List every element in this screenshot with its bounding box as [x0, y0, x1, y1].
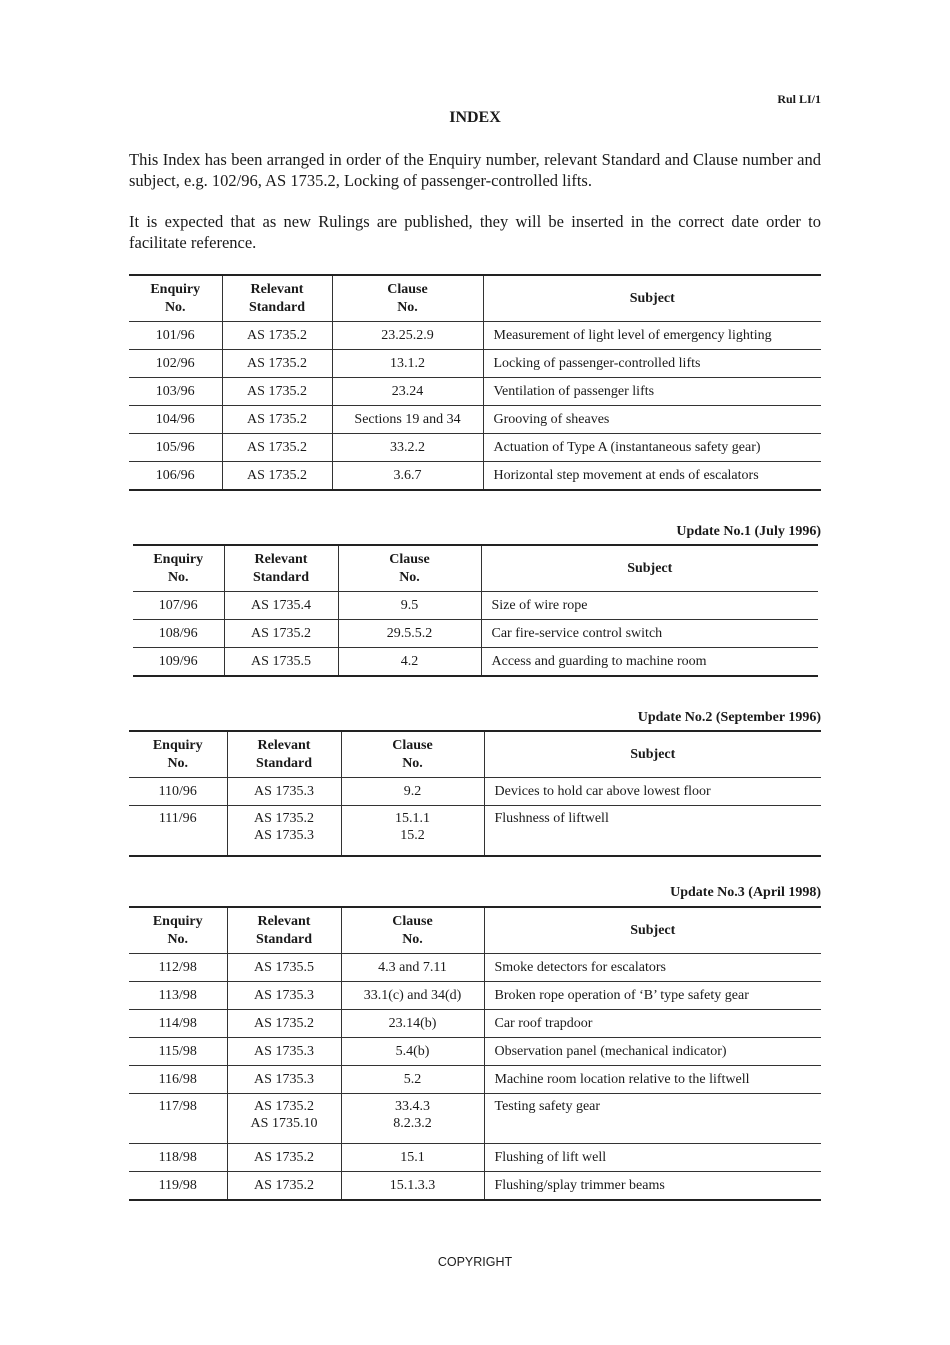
- subject-cell: Grooving of sheaves: [483, 406, 821, 434]
- enquiry-cell: 113/98: [129, 982, 227, 1010]
- subject-cell: Devices to hold car above lowest floor: [484, 778, 821, 806]
- standard-cell: AS 1735.5: [227, 954, 341, 982]
- standard-cell: AS 1735.2: [224, 620, 338, 648]
- standard-header: Relevant Standard: [222, 275, 332, 322]
- table-row: [129, 462, 821, 491]
- table-row: [129, 806, 821, 857]
- clause-cell: Sections 19 and 34: [332, 406, 483, 434]
- subject-cell: Flushness of liftwell: [484, 806, 821, 857]
- clause-header: Clause No.: [341, 731, 484, 778]
- subject-header: Subject: [484, 731, 821, 778]
- subject-cell: Size of wire rope: [481, 592, 818, 620]
- clause-cell: 13.1.2: [332, 350, 483, 378]
- standard-cell: AS 1735.3: [227, 778, 341, 806]
- table-row: [129, 954, 821, 982]
- standard-header: Relevant Standard: [224, 545, 338, 592]
- clause-cell: 23.25.2.9: [332, 322, 483, 350]
- standard-header: Relevant Standard: [227, 731, 341, 778]
- subject-cell: Smoke detectors for escalators: [484, 954, 821, 982]
- enquiry-cell: 106/96: [129, 462, 222, 491]
- clause-cell: 33.2.2: [332, 434, 483, 462]
- subject-cell: Access and guarding to machine room: [481, 648, 818, 677]
- subject-cell: Flushing of lift well: [484, 1144, 821, 1172]
- table-row: [129, 1144, 821, 1172]
- standard-cell: AS 1735.4: [224, 592, 338, 620]
- enquiry-header: Enquiry No.: [129, 275, 222, 322]
- enquiry-cell: 101/96: [129, 322, 222, 350]
- table-row: [133, 592, 818, 620]
- subject-cell: Ventilation of passenger lifts: [483, 378, 821, 406]
- clause-cell: 9.2: [341, 778, 484, 806]
- standard-cell: AS 1735.5: [224, 648, 338, 677]
- enquiry-cell: 105/96: [129, 434, 222, 462]
- intro-paragraph: This Index has been arranged in order of the Enquiry number, relevant Standard and Clause number and subject, e.g. 102/96, AS 1735.2, Locking of passenger-controlled lifts.: [129, 150, 821, 190]
- subject-header: Subject: [481, 545, 818, 592]
- standard-cell: AS 1735.2: [227, 1144, 341, 1172]
- standard-cell: AS 1735.2: [227, 1172, 341, 1201]
- clause-cell: 33.1(c) and 34(d): [341, 982, 484, 1010]
- enquiry-cell: 114/98: [129, 1010, 227, 1038]
- table-row: [129, 350, 821, 378]
- enquiry-cell: 104/96: [129, 406, 222, 434]
- subject-cell: Testing safety gear: [484, 1094, 821, 1144]
- clause-cell: 4.3 and 7.11: [341, 954, 484, 982]
- clause-cell: 4.2: [338, 648, 481, 677]
- table-row: [129, 406, 821, 434]
- standard-cell: AS 1735.2: [222, 350, 332, 378]
- enquiry-cell: 109/96: [133, 648, 224, 677]
- clause-cell: 15.1.1 15.2: [341, 806, 484, 857]
- standard-cell: AS 1735.2: [222, 434, 332, 462]
- subject-cell: Observation panel (mechanical indicator): [484, 1038, 821, 1066]
- standard-cell: AS 1735.3: [227, 1066, 341, 1094]
- table-row: [129, 378, 821, 406]
- clause-cell: 15.1.3.3: [341, 1172, 484, 1201]
- subject-cell: Horizontal step movement at ends of escalators: [483, 462, 821, 491]
- subject-cell: Car fire-service control switch: [481, 620, 818, 648]
- intro-paragraph-2: It is expected that as new Rulings are published, they will be inserted in the correct date order to facilitate reference.: [129, 212, 821, 252]
- standard-cell: AS 1735.2: [222, 378, 332, 406]
- enquiry-cell: 108/96: [133, 620, 224, 648]
- enquiry-cell: 112/98: [129, 954, 227, 982]
- clause-header: Clause No.: [341, 907, 484, 954]
- clause-cell: 33.4.3 8.2.3.2: [341, 1094, 484, 1144]
- enquiry-cell: 116/98: [129, 1066, 227, 1094]
- standard-cell: AS 1735.3: [227, 982, 341, 1010]
- clause-cell: 5.4(b): [341, 1038, 484, 1066]
- document-reference: Rul LI/1: [777, 92, 821, 106]
- table-row: [129, 778, 821, 806]
- clause-cell: 9.5: [338, 592, 481, 620]
- subject-cell: Machine room location relative to the liftwell: [484, 1066, 821, 1094]
- table-row: [129, 434, 821, 462]
- enquiry-header: Enquiry No.: [129, 907, 227, 954]
- clause-cell: 15.1: [341, 1144, 484, 1172]
- table-row: [129, 1172, 821, 1201]
- enquiry-cell: 115/98: [129, 1038, 227, 1066]
- table-row: [129, 1066, 821, 1094]
- clause-cell: 23.14(b): [341, 1010, 484, 1038]
- subject-header: Subject: [483, 275, 821, 322]
- subject-cell: Broken rope operation of ‘B’ type safety gear: [484, 982, 821, 1010]
- update-heading-1: Update No.1 (July 1996): [676, 524, 821, 539]
- table-row: [129, 982, 821, 1010]
- update-1-table: [133, 544, 818, 677]
- update-heading-2: Update No.2 (September 1996): [637, 710, 821, 725]
- subject-cell: Car roof trapdoor: [484, 1010, 821, 1038]
- enquiry-header: Enquiry No.: [133, 545, 224, 592]
- enquiry-cell: 107/96: [133, 592, 224, 620]
- standard-cell: AS 1735.3: [227, 1038, 341, 1066]
- clause-cell: 29.5.5.2: [338, 620, 481, 648]
- clause-cell: 5.2: [341, 1066, 484, 1094]
- table-row: [129, 1038, 821, 1066]
- enquiry-header: Enquiry No.: [129, 731, 227, 778]
- subject-cell: Measurement of light level of emergency lighting: [483, 322, 821, 350]
- standard-cell: AS 1735.2 AS 1735.10: [227, 1094, 341, 1144]
- page-title: INDEX: [449, 109, 501, 126]
- enquiry-cell: 102/96: [129, 350, 222, 378]
- update-3-table: [129, 906, 821, 1201]
- enquiry-cell: 110/96: [129, 778, 227, 806]
- clause-header: Clause No.: [332, 275, 483, 322]
- standard-cell: AS 1735.2: [222, 406, 332, 434]
- enquiry-cell: 118/98: [129, 1144, 227, 1172]
- standard-cell: AS 1735.2: [222, 462, 332, 491]
- standard-header: Relevant Standard: [227, 907, 341, 954]
- enquiry-cell: 119/98: [129, 1172, 227, 1201]
- table-row: [129, 322, 821, 350]
- update-2-table: [129, 730, 821, 857]
- enquiry-cell: 103/96: [129, 378, 222, 406]
- enquiry-cell: 117/98: [129, 1094, 227, 1144]
- index-table: [129, 274, 821, 491]
- table-row: [129, 1010, 821, 1038]
- subject-cell: Actuation of Type A (instantaneous safety gear): [483, 434, 821, 462]
- subject-cell: Locking of passenger-controlled lifts: [483, 350, 821, 378]
- table-row: [129, 1094, 821, 1144]
- table-row: [133, 620, 818, 648]
- enquiry-cell: 111/96: [129, 806, 227, 857]
- clause-cell: 3.6.7: [332, 462, 483, 491]
- table-row: [133, 648, 818, 677]
- standard-cell: AS 1735.2 AS 1735.3: [227, 806, 341, 857]
- clause-header: Clause No.: [338, 545, 481, 592]
- standard-cell: AS 1735.2: [227, 1010, 341, 1038]
- subject-cell: Flushing/splay trimmer beams: [484, 1172, 821, 1201]
- update-heading-3: Update No.3 (April 1998): [670, 885, 821, 900]
- standard-cell: AS 1735.2: [222, 322, 332, 350]
- subject-header: Subject: [484, 907, 821, 954]
- clause-cell: 23.24: [332, 378, 483, 406]
- copyright-footer: COPYRIGHT: [437, 1255, 513, 1269]
